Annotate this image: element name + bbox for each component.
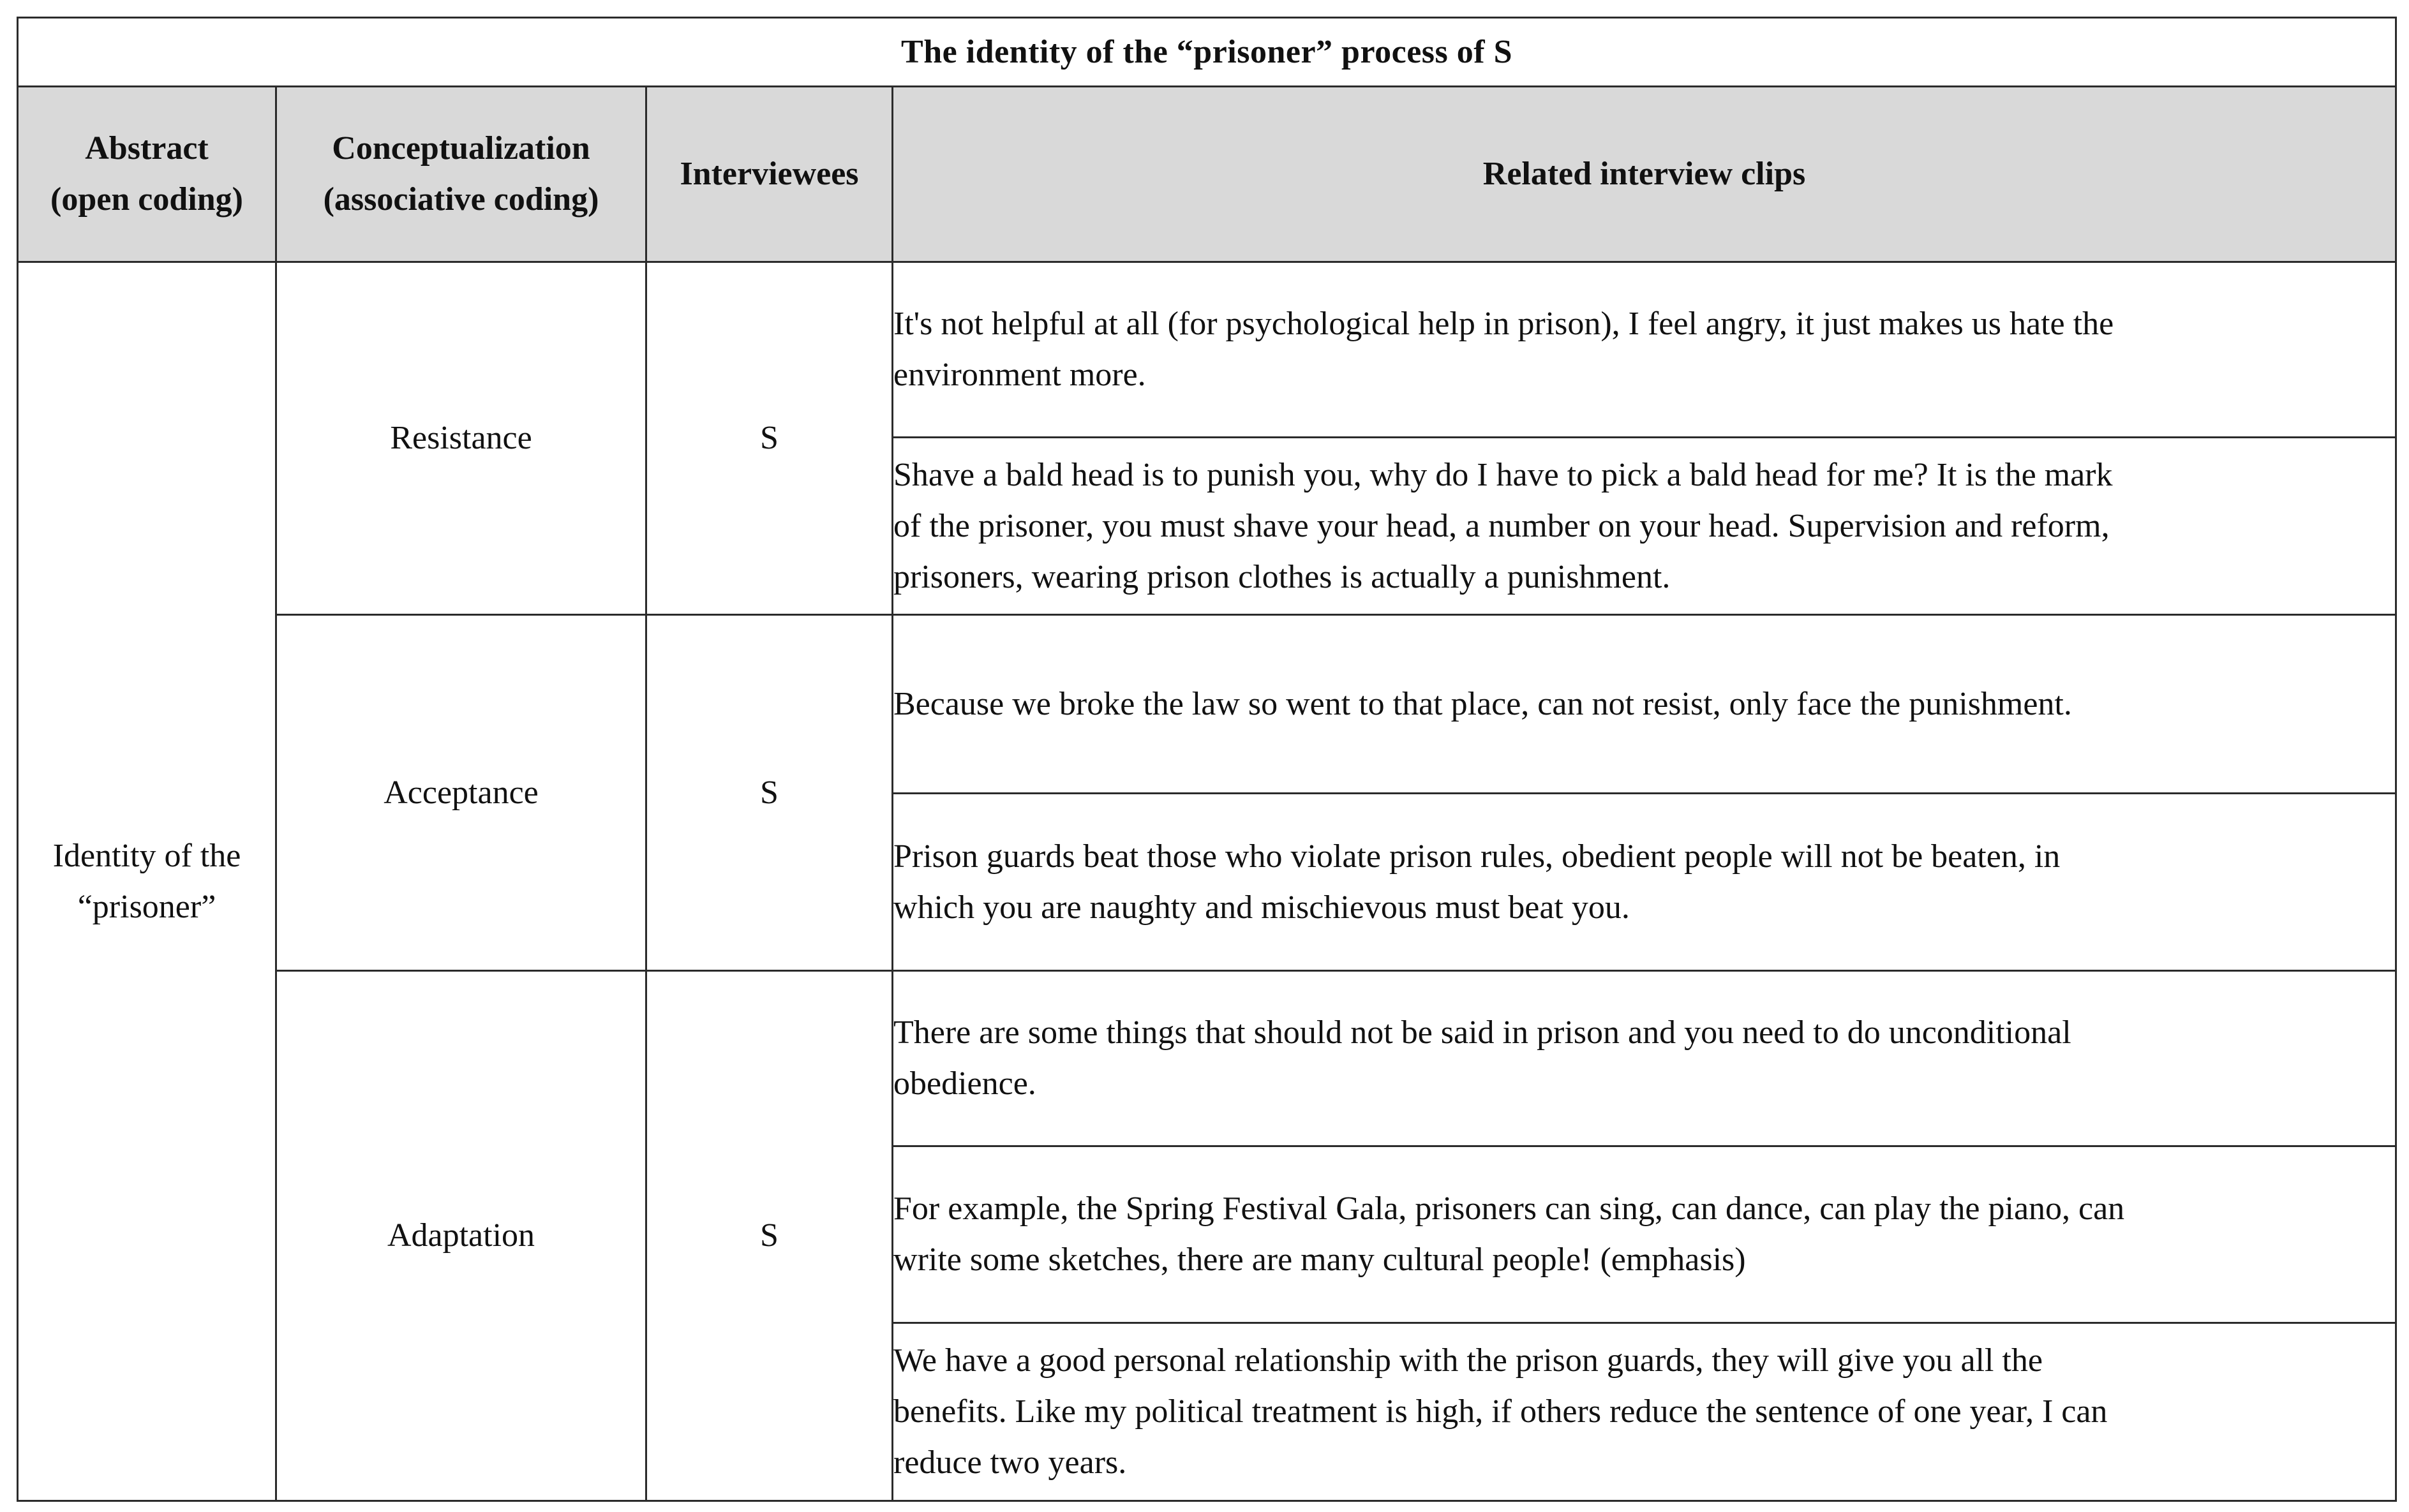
- header-row: [18, 87, 2396, 262]
- clip-cell: [893, 794, 2396, 971]
- table-row: [18, 262, 2396, 438]
- interviewee-resistance: S: [646, 262, 893, 615]
- header-abstract-line2: (open coding): [50, 181, 243, 218]
- concept-acceptance: Acceptance: [276, 615, 646, 971]
- header-conceptualization-line1: Conceptualization: [332, 130, 590, 167]
- clip-line: write some sketches, there are many cultural people! (emphasis): [893, 1241, 1746, 1278]
- clip-cell: [893, 971, 2396, 1146]
- header-interviewees: Interviewees: [646, 87, 893, 262]
- clip-line: There are some things that should not be said in prison and you need to do unconditional: [893, 1014, 2071, 1051]
- clip-line: which you are naughty and mischievous must beat you.: [893, 889, 1630, 926]
- clip-line: We have a good personal relationship with the prison guards, they will give you all the: [893, 1342, 2043, 1379]
- concept-adaptation: Adaptation: [276, 971, 646, 1501]
- clip-line: For example, the Spring Festival Gala, prisoners can sing, can dance, can play the piano, can: [893, 1190, 2125, 1227]
- abstract-line2: “prisoner”: [77, 888, 216, 925]
- clip-line: Prison guards beat those who violate prison rules, obedient people will not be beaten, in: [893, 838, 2061, 875]
- table-title: The identity of the “prisoner” process of S: [18, 18, 2396, 87]
- coding-table: [17, 17, 2397, 1502]
- table-row: [18, 615, 2396, 794]
- clip-line: reduce two years.: [893, 1444, 1127, 1481]
- clip-cell: [893, 1146, 2396, 1323]
- clip-line: It's not helpful at all (for psychological help in prison), I feel angry, it just makes us hate the: [893, 306, 2114, 342]
- concept-resistance: Resistance: [276, 262, 646, 615]
- clip-cell: [893, 438, 2396, 615]
- clip-cell: [893, 615, 2396, 794]
- abstract-cell: [18, 262, 276, 1501]
- clip-line: obedience.: [893, 1065, 1036, 1102]
- header-clips: Related interview clips: [893, 87, 2396, 262]
- clip-line: environment more.: [893, 357, 1146, 393]
- header-conceptualization: [276, 87, 646, 262]
- clip-line: Because we broke the law so went to that place, can not resist, only face the punishment.: [893, 685, 2072, 722]
- clip-cell: [893, 262, 2396, 438]
- interviewee-adaptation: S: [646, 971, 893, 1501]
- header-conceptualization-line2: (associative coding): [323, 181, 599, 218]
- header-abstract-line1: Abstract: [85, 130, 209, 167]
- header-abstract: [18, 87, 276, 262]
- clip-cell: [893, 1323, 2396, 1501]
- clip-line: prisoners, wearing prison clothes is actually a punishment.: [893, 558, 1671, 595]
- abstract-line1: Identity of the: [52, 837, 241, 874]
- table-row: [18, 971, 2396, 1146]
- clip-line: of the prisoner, you must shave your head, a number on your head. Supervision and reform,: [893, 507, 2110, 544]
- clip-line: Shave a bald head is to punish you, why do I have to pick a bald head for me? It is the mark: [893, 456, 2113, 493]
- clip-line: benefits. Like my political treatment is high, if others reduce the sentence of one year, I can: [893, 1393, 2108, 1430]
- title-row: [18, 18, 2396, 87]
- interviewee-acceptance: S: [646, 615, 893, 971]
